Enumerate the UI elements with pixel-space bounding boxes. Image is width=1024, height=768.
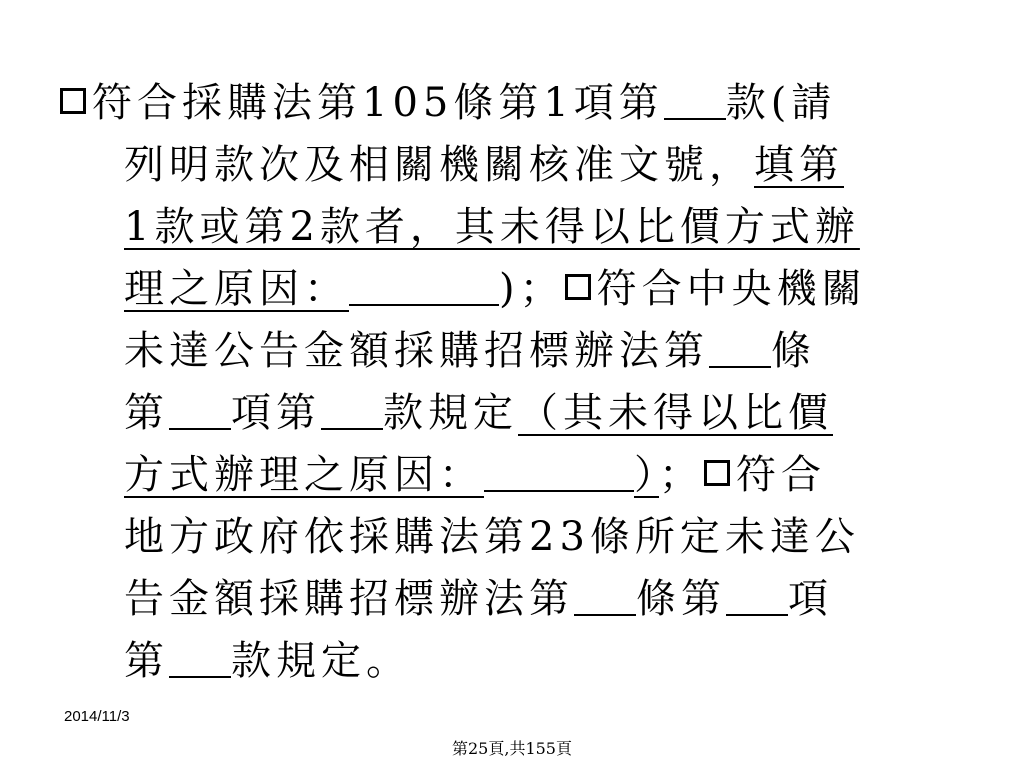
line-7-underlined: 方式辦理之原因： (124, 452, 484, 498)
footer-page-number: 第25頁,共155頁 (452, 739, 572, 758)
body-line-9 (60, 568, 970, 630)
body-line-5 (60, 320, 970, 382)
slide-body (60, 72, 970, 692)
blank-reason[interactable] (349, 260, 499, 306)
body-line-7 (60, 444, 970, 506)
blank-paragraph[interactable] (169, 384, 231, 430)
line-5-text: 未達公告金額採購招標辦法第 (124, 328, 709, 374)
footer-date: 2014/11/3 (64, 708, 130, 725)
line-3-underlined: 1款或第2款者，其未得以比價方式辦 (124, 204, 860, 250)
line-1-text: 符合採購法第105條第1項第 (92, 80, 664, 126)
line-4-text-end: 符合中央機關 (596, 266, 867, 312)
line-6-text-c: 款規定 (383, 390, 518, 436)
line-2-text: 列明款次及相關機關核准文號， (124, 142, 754, 188)
body-line-2 (60, 134, 970, 196)
blank-article-2[interactable] (574, 570, 636, 616)
line-4-text: )； (499, 266, 565, 312)
line-7-underlined-end: ） (634, 452, 659, 498)
line-6-underlined: （其未得以比價 (518, 390, 833, 436)
line-10-text-a: 第 (124, 638, 169, 684)
body-line-1 (60, 72, 970, 134)
line-4-underlined: 理之原因： (124, 266, 349, 312)
line-2-underlined: 填第 (754, 142, 844, 188)
blank-clause-3[interactable] (169, 632, 231, 678)
checkbox-option-1[interactable] (60, 88, 86, 114)
line-7-text-end: 符合 (736, 452, 826, 498)
line-1-text-end: 款(請 (725, 80, 837, 126)
blank-article[interactable] (709, 322, 771, 368)
line-5-text-end: 條 (771, 328, 816, 374)
body-line-4 (60, 258, 970, 320)
body-line-3 (60, 196, 970, 258)
line-6-text-b: 項第 (231, 390, 321, 436)
blank-paragraph-2[interactable] (726, 570, 788, 616)
blank-clause-2[interactable] (321, 384, 383, 430)
line-9-text-a: 告金額採購招標辦法第 (124, 576, 574, 622)
blank-reason-2[interactable] (484, 446, 634, 492)
blank-clause[interactable] (664, 74, 726, 120)
line-7-text: ； (659, 452, 704, 498)
line-10-text-b: 款規定。 (231, 638, 411, 684)
checkbox-option-3[interactable] (704, 460, 730, 486)
line-9-text-c: 項 (788, 576, 833, 622)
body-line-10 (60, 630, 970, 692)
line-8-text: 地方政府依採購法第23條所定未達公 (124, 514, 860, 560)
body-line-6 (60, 382, 970, 444)
line-6-text-a: 第 (124, 390, 169, 436)
checkbox-option-2[interactable] (565, 274, 591, 300)
body-line-8 (60, 506, 970, 568)
line-9-text-b: 條第 (636, 576, 726, 622)
